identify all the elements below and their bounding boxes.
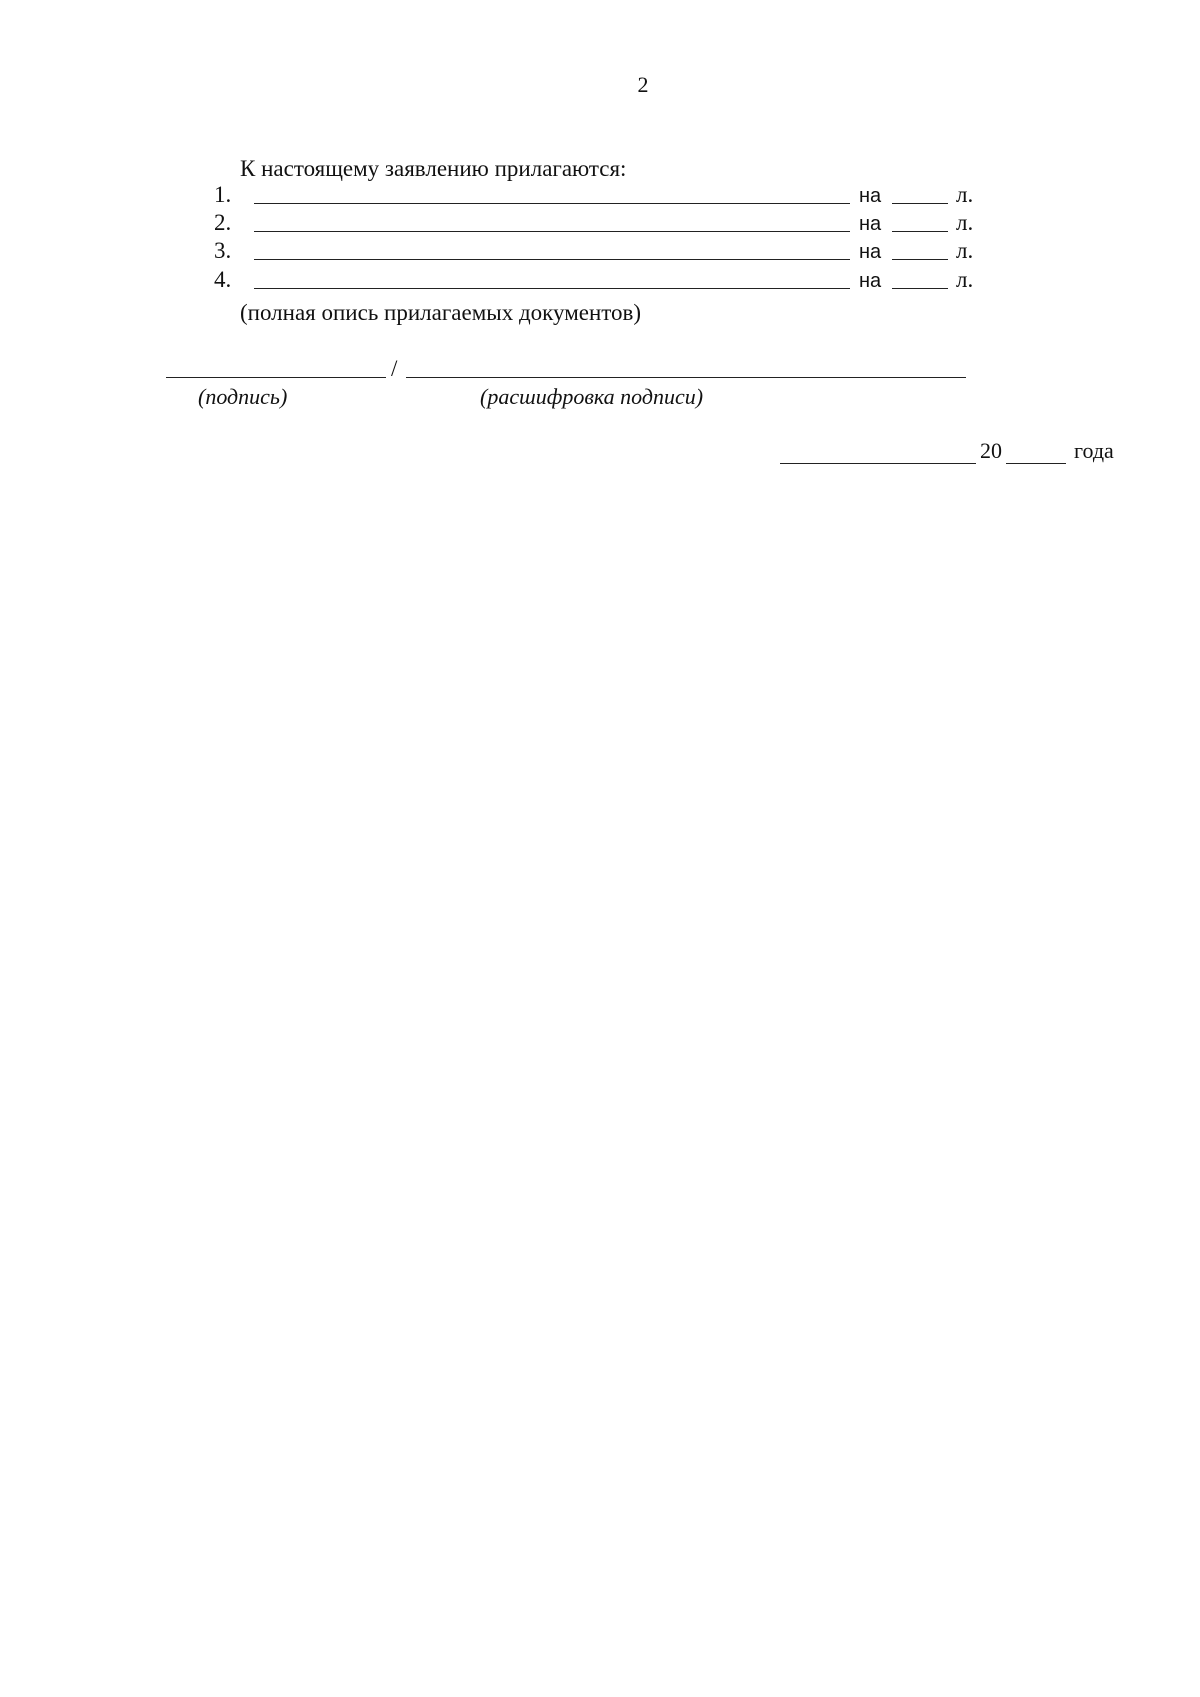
attachment-row [0,238,1200,266]
signature-caption: (подпись) [198,384,288,409]
date-century-prefix: 20 [980,438,1002,463]
date-year-field[interactable] [1006,463,1066,464]
signature-separator: / [391,356,398,381]
attachment-number: 2. [214,210,232,235]
attachment-pages-prefix: на [859,185,882,207]
attachment-pages-suffix: л. [956,210,974,235]
attachments-caption: (полная опись прилагаемых документов) [240,300,642,325]
page-number: 2 [637,72,649,97]
attachment-number: 1. [214,182,232,207]
date-day-month-field[interactable] [780,463,976,464]
attachment-pages-field[interactable] [892,259,948,260]
attachment-row [0,267,1200,295]
attachment-row [0,182,1200,210]
attachment-title-field[interactable] [254,203,850,204]
attachment-pages-prefix: на [859,241,882,263]
signature-decoding-field[interactable] [406,377,966,378]
attachment-number: 3. [214,238,232,263]
attachment-pages-suffix: л. [956,182,974,207]
attachment-title-field[interactable] [254,231,850,232]
attachment-row [0,210,1200,238]
attachment-pages-field[interactable] [892,231,948,232]
attachment-pages-prefix: на [859,270,882,292]
attachment-pages-field[interactable] [892,288,948,289]
attachment-title-field[interactable] [254,288,850,289]
attachments-intro: К настоящему заявлению прилагаются: [240,156,627,181]
attachment-title-field[interactable] [254,259,850,260]
attachment-pages-field[interactable] [892,203,948,204]
attachment-pages-suffix: л. [956,267,974,292]
attachment-number: 4. [214,267,232,292]
attachment-pages-prefix: на [859,213,882,235]
attachment-pages-suffix: л. [956,238,974,263]
signature-field[interactable] [166,377,386,378]
date-year-word: года [1074,438,1114,463]
signature-decoding-caption: (расшифровка подписи) [480,384,704,409]
